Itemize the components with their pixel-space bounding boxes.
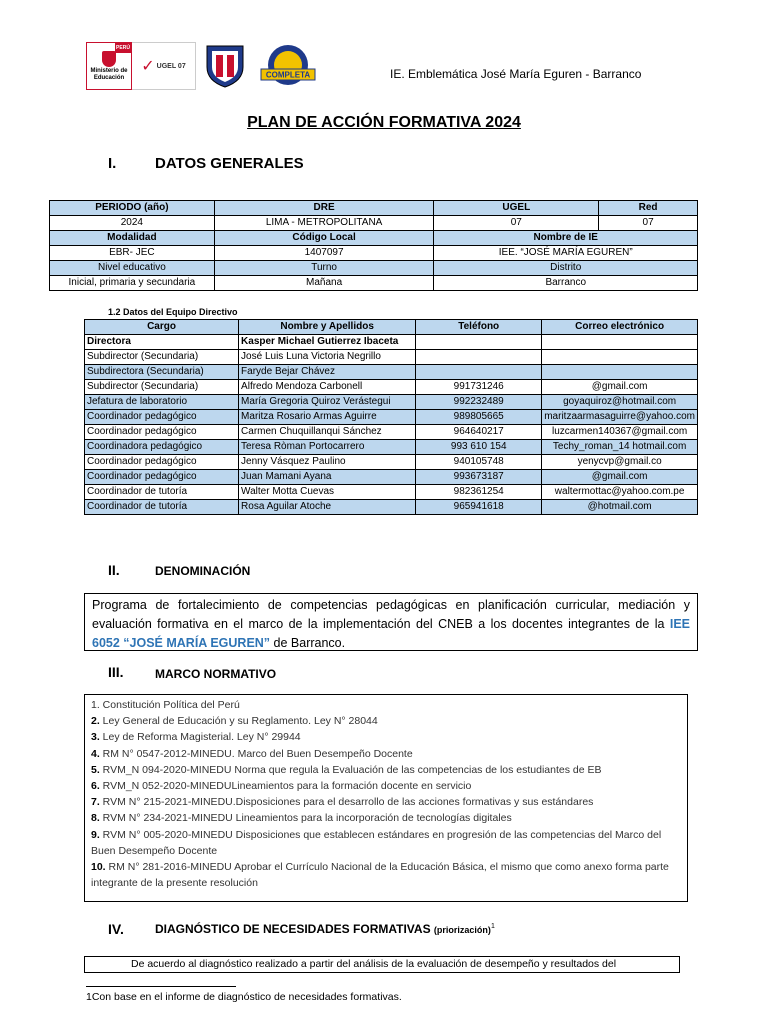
minedu-logo: [86, 42, 132, 90]
peru-shield-icon: [102, 51, 116, 67]
team-cell-tel: 982361254: [416, 485, 542, 500]
team-cell-cargo: Coordinador de tutoría: [85, 485, 239, 500]
list-item-text: RVM_N 094-2020-MINEDU Norma que regula la Evaluación de las competencias de los estudiantes de EB: [99, 763, 602, 776]
general-data-table: [49, 200, 698, 291]
table-cell: 07: [599, 216, 698, 231]
list-item-text: RM N° 281-2016-MINEDU Aprobar el Currículo Nacional de la Educación Básica, el mismo que como anexo forma parte integrante de la presente resolución: [91, 861, 669, 890]
list-item-number: 2.: [91, 715, 100, 728]
table-row: [50, 216, 698, 231]
team-cell-cargo: Coordinador pedagógico: [85, 455, 239, 470]
team-cell-nombre: Walter Motta Cuevas: [239, 485, 416, 500]
team-cell-nombre: José Luis Luna Victoria Negrillo: [239, 350, 416, 365]
team-header-row: [85, 320, 698, 335]
list-item: [91, 810, 681, 826]
team-cell-cargo: Subdirectora (Secundaria): [85, 365, 239, 380]
team-cell-tel: 965941618: [416, 500, 542, 515]
denomination-text-end: de Barranco.: [270, 636, 346, 650]
table-cell: IEE. “JOSÉ MARÍA EGUREN”: [434, 246, 698, 261]
team-cell-correo: Techy_roman_14 hotmail.com: [542, 440, 698, 455]
team-cell-nombre: Alfredo Mendoza Carbonell: [239, 380, 416, 395]
denomination-text: Programa de fortalecimiento de competencias pedagógicas en planificación curricular, mediación y evaluación formativa en el marco de la implementación del CNEB a los docentes integrantes de la: [92, 598, 690, 631]
header-logos: [86, 42, 322, 90]
list-item-text: RVM_N 052-2020-MINEDULineamientos para la formación docente en servicio: [99, 780, 472, 793]
team-cell-nombre: Juan Mamani Ayana: [239, 470, 416, 485]
footnote-ref: 1: [490, 923, 495, 930]
team-cell-tel: 993673187: [416, 470, 542, 485]
team-cell-correo: [542, 365, 698, 380]
peru-band: PERÚ: [116, 45, 130, 51]
table-cell: 2024: [50, 216, 215, 231]
table-row: [85, 485, 698, 500]
section-2-title: DENOMINACIÓN: [155, 564, 251, 578]
team-cell-tel: [416, 350, 542, 365]
column-header: Teléfono: [416, 320, 542, 335]
column-header: Cargo: [85, 320, 239, 335]
list-item-text: RVM N° 215-2021-MINEDU.Disposiciones para el desarrollo de las acciones formativas y sus estándares: [99, 796, 594, 809]
footnote-text: Con base en el informe de diagnóstico de necesidades formativas.: [91, 991, 402, 1003]
team-subheading: 1.2 Datos del Equipo Directivo: [108, 307, 238, 317]
list-item-text: RVM N° 005-2020-MINEDU Disposiciones que establecen estándares en progresión de las competencias del Marco del Buen Desempeño Docente: [91, 828, 662, 857]
table-row: [50, 276, 698, 291]
table-cell: Inicial, primaria y secundaria: [50, 276, 215, 291]
section-3-title: MARCO NORMATIVO: [155, 667, 277, 681]
ugel-label: UGEL 07: [156, 62, 186, 70]
page-title: PLAN DE ACCIÓN FORMATIVA 2024: [247, 114, 521, 131]
list-item: [91, 697, 681, 713]
table-cell: Nivel educativo: [50, 261, 215, 276]
footnote: [86, 991, 402, 1003]
team-cell-cargo: Jefatura de laboratorio: [85, 395, 239, 410]
table-row: [85, 500, 698, 515]
section-1-number: I.: [108, 155, 117, 172]
ugel-logo: [132, 42, 196, 90]
table-cell: PERIODO (año): [50, 201, 215, 216]
team-cell-correo: @gmail.com: [542, 380, 698, 395]
list-item-text: Ley General de Educación y su Reglamento. Ley N° 28044: [99, 715, 378, 728]
table-cell: Mañana: [214, 276, 434, 291]
table-cell: EBR- JEC: [50, 246, 215, 261]
team-cell-tel: 993 610 154: [416, 440, 542, 455]
diagnosis-box: De acuerdo al diagnóstico realizado a partir del análisis de la evaluación de desempeño y resultados del: [84, 956, 680, 973]
check-icon: ✓: [141, 58, 155, 75]
school-crest-icon: [196, 42, 254, 90]
table-cell: Barranco: [434, 276, 698, 291]
table-row: [85, 470, 698, 485]
list-item: [91, 746, 681, 762]
table-cell: Distrito: [434, 261, 698, 276]
team-cell-cargo: Coordinador de tutoría: [85, 500, 239, 515]
table-cell: Código Local: [214, 231, 434, 246]
list-item-text: RM N° 0547-2012-MINEDU. Marco del Buen Desempeño Docente: [99, 747, 413, 760]
team-cell-tel: 964640217: [416, 425, 542, 440]
list-item: [91, 713, 681, 729]
team-cell-cargo: Directora: [85, 335, 239, 350]
team-cell-cargo: Subdirector (Secundaria): [85, 380, 239, 395]
team-cell-tel: [416, 365, 542, 380]
table-cell: 1407097: [214, 246, 434, 261]
table-row: [85, 410, 698, 425]
column-header: Correo electrónico: [542, 320, 698, 335]
table-row: [50, 201, 698, 216]
team-cell-cargo: Coordinador pedagógico: [85, 425, 239, 440]
list-item-number: 3.: [91, 731, 100, 744]
team-table: [84, 319, 698, 515]
list-item: [91, 827, 681, 859]
table-row: [50, 261, 698, 276]
team-cell-correo: yenycvp@gmail.co: [542, 455, 698, 470]
legal-framework-box: [84, 694, 688, 902]
list-item: [91, 762, 681, 778]
list-item: [91, 729, 681, 745]
table-row: [50, 231, 698, 246]
list-item-number: 10.: [91, 861, 106, 874]
school-name: IE. Emblemática José María Eguren - Barranco: [390, 67, 642, 81]
team-cell-correo: @gmail.com: [542, 470, 698, 485]
list-item-number: 1.: [91, 699, 100, 711]
team-cell-tel: 992232489: [416, 395, 542, 410]
table-row: [85, 350, 698, 365]
team-cell-nombre: Jenny Vásquez Paulino: [239, 455, 416, 470]
column-header: Nombre y Apellidos: [239, 320, 416, 335]
team-cell-tel: 940105748: [416, 455, 542, 470]
table-row: [85, 365, 698, 380]
minedu-label: Ministerio de Educación: [90, 67, 128, 81]
table-cell: UGEL: [434, 201, 599, 216]
footnote-divider: [86, 986, 236, 987]
section-3-number: III.: [108, 664, 124, 680]
team-cell-tel: 989805665: [416, 410, 542, 425]
list-item-number: 8.: [91, 812, 100, 825]
team-cell-cargo: Subdirector (Secundaria): [85, 350, 239, 365]
table-cell: 07: [434, 216, 599, 231]
table-row: [85, 425, 698, 440]
table-row: [50, 246, 698, 261]
list-item-text: Ley de Reforma Magisterial. Ley N° 29944: [99, 731, 301, 744]
team-cell-nombre: Rosa Aguilar Atoche: [239, 500, 416, 515]
denomination-box: [84, 593, 698, 651]
team-cell-nombre: Carmen Chuquillanqui Sánchez: [239, 425, 416, 440]
team-table-body: [85, 335, 698, 515]
table-cell: DRE: [214, 201, 434, 216]
table-row: [85, 395, 698, 410]
team-cell-cargo: Coordinador pedagógico: [85, 470, 239, 485]
table-cell: LIMA - METROPOLITANA: [214, 216, 434, 231]
list-item-number: 4.: [91, 747, 100, 760]
team-cell-correo: @hotmail.com: [542, 500, 698, 515]
table-cell: Modalidad: [50, 231, 215, 246]
list-item-number: 5.: [91, 763, 100, 776]
list-item-text: Constitución Política del Perú: [99, 699, 240, 711]
team-cell-correo: goyaquiroz@hotmail.com: [542, 395, 698, 410]
team-cell-nombre: Teresa Ròman Portocarrero: [239, 440, 416, 455]
table-row: [85, 380, 698, 395]
list-item-number: 7.: [91, 796, 100, 809]
team-cell-nombre: Faryde Bejar Chávez: [239, 365, 416, 380]
team-cell-correo: waltermottac@yahoo.com.pe: [542, 485, 698, 500]
team-cell-correo: luzcarmen140367@gmail.com: [542, 425, 698, 440]
list-item: [91, 859, 681, 891]
table-cell: Turno: [214, 261, 434, 276]
team-cell-cargo: Coordinadora pedagógico: [85, 440, 239, 455]
section-1-title: DATOS GENERALES: [155, 155, 304, 172]
section-2-number: II.: [108, 562, 120, 578]
table-cell: Nombre de IE: [434, 231, 698, 246]
team-cell-cargo: Coordinador pedagógico: [85, 410, 239, 425]
jec-logo: [254, 42, 322, 90]
team-cell-tel: [416, 335, 542, 350]
table-row: [85, 440, 698, 455]
jec-label: COMPLETA: [265, 70, 311, 80]
school-highlight: IEE 6052 “JOSÉ MARÍA EGUREN”: [92, 617, 690, 650]
list-item-number: 9.: [91, 828, 100, 841]
team-cell-tel: 991731246: [416, 380, 542, 395]
team-cell-correo: [542, 350, 698, 365]
team-cell-correo: maritzaarmasaguirre@yahoo.com: [542, 410, 698, 425]
table-row: [85, 455, 698, 470]
team-cell-nombre: Kasper Michael Gutierrez Ibaceta: [239, 335, 416, 350]
section-4-title-wrap: [155, 922, 495, 936]
list-item: [91, 778, 681, 794]
list-item: [91, 794, 681, 810]
section-4-title-small: (priorización): [433, 925, 491, 935]
list-item-number: 6.: [91, 780, 100, 793]
team-cell-nombre: Maritza Rosario Armas Aguirre: [239, 410, 416, 425]
section-4-title: DIAGNÓSTICO DE NECESIDADES FORMATIVAS: [155, 922, 431, 936]
list-item-text: RVM N° 234-2021-MINEDU Lineamientos para la incorporación de tecnologías digitales: [99, 812, 512, 825]
team-cell-nombre: María Gregoria Quiroz Verástegui: [239, 395, 416, 410]
team-cell-correo: [542, 335, 698, 350]
table-row: [85, 335, 698, 350]
footnote-mark: 1: [86, 991, 92, 1003]
table-cell: Red: [599, 201, 698, 216]
section-4-number: IV.: [108, 921, 124, 937]
